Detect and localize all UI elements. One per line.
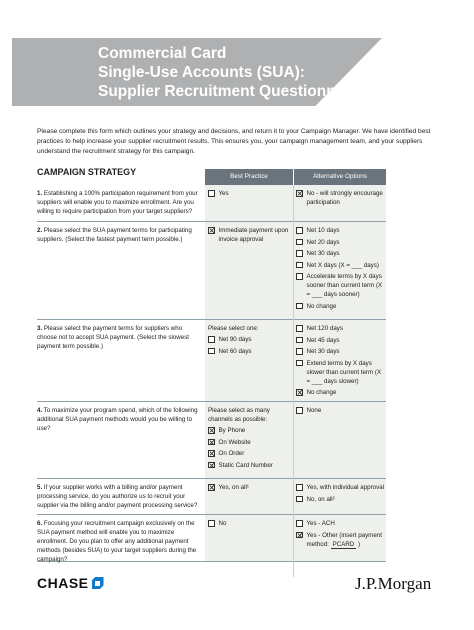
answer-option[interactable] <box>208 519 292 528</box>
option-label-text: No, on all² <box>306 495 335 503</box>
checkbox[interactable] <box>296 360 303 367</box>
best-practice-cell <box>208 406 292 472</box>
column-divider <box>293 185 294 577</box>
answer-option[interactable] <box>208 449 292 458</box>
option-label <box>307 189 385 207</box>
checked-checkbox[interactable] <box>208 462 215 469</box>
question-text <box>37 519 199 564</box>
question-number: 2. <box>37 227 43 234</box>
question-row <box>37 222 386 320</box>
option-label <box>219 461 293 470</box>
question-number: 3. <box>37 325 43 332</box>
option-label-text: Net 45 days <box>306 336 340 344</box>
option-label <box>219 426 293 435</box>
option-label-text: On Order <box>218 450 245 457</box>
option-label <box>219 226 293 244</box>
option-label <box>307 406 385 415</box>
option-label <box>307 495 385 504</box>
best-practice-cell <box>208 324 292 358</box>
option-label <box>219 483 293 492</box>
chase-logo <box>37 575 104 591</box>
question-text <box>37 226 199 244</box>
option-label-text: Yes, with individual approval <box>306 484 385 491</box>
option-label-text: No change <box>306 302 337 310</box>
option-label-text: Net 20 days <box>306 238 340 246</box>
question-text <box>37 189 199 216</box>
checked-checkbox[interactable] <box>296 532 303 539</box>
option-label-text: No - will strongly encourage participation <box>306 190 383 206</box>
title-line-1: Commercial Card <box>98 45 227 62</box>
question-row <box>37 479 386 515</box>
question-body: Establishing a 100% participation requirement from your suppliers will enable you to maximize enrollment. Are you willing to require participation from your target suppliers? <box>37 190 198 215</box>
answer-prompt: Please select one: <box>208 325 259 332</box>
question-number: 1. <box>37 190 43 197</box>
checked-checkbox[interactable] <box>296 389 303 396</box>
alternative-options-cell <box>296 324 384 400</box>
checkbox[interactable] <box>296 520 303 527</box>
checkbox[interactable] <box>296 407 303 414</box>
option-label-text: Net 120 days <box>306 325 343 332</box>
answer-option[interactable] <box>208 335 292 344</box>
question-text <box>37 483 199 510</box>
alternative-options-cell <box>296 483 384 506</box>
option-label-text: Immediate payment upon invoice approval <box>218 227 289 243</box>
answer-option[interactable] <box>296 336 384 345</box>
answer-option[interactable] <box>296 531 384 549</box>
question-text <box>37 406 199 433</box>
answer-option[interactable] <box>296 519 384 528</box>
option-label <box>307 226 385 235</box>
answer-option[interactable] <box>208 347 292 356</box>
checkbox[interactable] <box>296 348 303 355</box>
option-label-text: By Phone <box>218 427 246 434</box>
checkbox[interactable] <box>296 303 303 310</box>
option-label <box>307 483 385 492</box>
page-title <box>98 44 363 101</box>
checkbox[interactable] <box>208 348 215 355</box>
title-line-2: Single-Use Accounts (SUA): <box>98 64 305 81</box>
option-label-text: Net 10 days <box>306 227 340 234</box>
chase-logo-text: CHASE <box>37 575 89 591</box>
question-row <box>37 515 386 562</box>
question-number: 5. <box>37 484 43 491</box>
option-label-text: Yes <box>218 190 229 197</box>
answer-option[interactable] <box>296 347 384 356</box>
option-label <box>307 324 385 333</box>
chase-octagon-icon <box>92 577 104 589</box>
option-suffix: ) <box>358 540 361 548</box>
answer-option[interactable] <box>296 359 384 386</box>
option-label-text: Extend terms by X days slower than current term (X = ___ days slower) <box>306 359 382 385</box>
checkbox[interactable] <box>296 273 303 280</box>
best-practice-header: Best Practice <box>205 169 293 185</box>
option-label-text: Accelerate terms by X days sooner than current term (X = ___ days sooner) <box>306 273 383 298</box>
checkbox[interactable] <box>296 239 303 246</box>
option-label-text: Net 90 days <box>218 336 252 343</box>
answer-option[interactable] <box>208 438 292 447</box>
answer-prompt: Please select as many channels as possible: <box>208 407 270 423</box>
answer-option[interactable] <box>208 226 292 244</box>
checkbox[interactable] <box>296 227 303 234</box>
answer-option[interactable] <box>296 495 384 504</box>
answer-option[interactable] <box>296 483 384 492</box>
answer-option[interactable] <box>296 272 384 299</box>
checkbox[interactable] <box>296 496 303 503</box>
best-practice-cell <box>208 519 292 531</box>
option-label <box>219 438 293 447</box>
answer-option[interactable] <box>296 189 384 207</box>
answer-option[interactable] <box>296 406 384 415</box>
option-label-text: No change <box>306 389 337 396</box>
option-label <box>219 335 293 344</box>
checkbox[interactable] <box>296 325 303 332</box>
option-label-text: Static Card Number <box>218 461 273 469</box>
checked-checkbox[interactable] <box>208 227 215 234</box>
title-line-3: Supplier Recruitment Questionnaire <box>98 83 364 100</box>
option-label-text: None <box>306 407 322 414</box>
option-label <box>307 388 385 397</box>
section-title: CAMPAIGN STRATEGY <box>37 167 137 177</box>
best-practice-cell <box>208 483 292 495</box>
checked-checkbox[interactable] <box>208 427 215 434</box>
answer-option[interactable] <box>296 249 384 258</box>
answer-option[interactable] <box>208 189 292 198</box>
question-text <box>37 324 199 351</box>
question-number: 4. <box>37 407 43 414</box>
checked-checkbox[interactable] <box>208 439 215 446</box>
option-label-text: Net 30 days <box>306 250 340 257</box>
question-body: Please select the SUA payment terms for participating suppliers. (Select the fastest payment term possible.) <box>37 227 192 243</box>
checked-checkbox[interactable] <box>208 484 215 491</box>
answer-option[interactable] <box>296 226 384 235</box>
option-label <box>307 261 385 270</box>
checked-checkbox[interactable] <box>296 190 303 197</box>
checkbox[interactable] <box>296 337 303 344</box>
option-label-text: Net 60 days <box>218 347 252 355</box>
answer-option[interactable] <box>208 461 292 470</box>
question-body: If your supplier works with a billing and/or payment processing service, do you authorize us to recruit your supplier via the billing and/or payment processing service? <box>37 484 198 509</box>
checkbox[interactable] <box>208 190 215 197</box>
alternative-options-header: Alternative Options <box>293 169 386 185</box>
best-practice-cell <box>208 189 292 201</box>
checkbox[interactable] <box>208 520 215 527</box>
question-body: Please select the payment terms for suppliers who choose not to accept SUA payment. (Select the slowest payment term possible.) <box>37 325 190 350</box>
option-label <box>219 519 293 528</box>
jpmorgan-logo: J.P.Morgan <box>355 574 432 593</box>
checkbox[interactable] <box>296 262 303 269</box>
answer-option[interactable] <box>208 426 292 435</box>
answer-option[interactable] <box>296 238 384 247</box>
option-label <box>307 347 385 356</box>
answer-option[interactable] <box>208 483 292 492</box>
question-body: To maximize your program spend, which of the following additional SUA payment methods would you be willing to use? <box>37 407 198 432</box>
intro-paragraph: Please complete this form which outlines your strategy and decisions, and return it to your Campaign Manager. We have identified best practices to help increase your supplier recruitment results. This ensures you, your campaign management team, and your suppliers understand the recruitment strategy for this campaign. <box>37 128 431 155</box>
question-number: 6. <box>37 520 43 527</box>
answer-option[interactable] <box>296 324 384 333</box>
answer-option[interactable] <box>296 388 384 397</box>
checkbox[interactable] <box>296 250 303 257</box>
option-label <box>307 249 385 258</box>
option-label <box>219 347 293 356</box>
option-label-text: Net 30 days <box>306 348 340 355</box>
option-label-text: Yes - Other (insert payment method: <box>306 531 382 548</box>
question-row <box>37 185 386 222</box>
option-label <box>307 272 385 299</box>
option-label <box>307 359 385 386</box>
alternative-options-cell <box>296 406 384 418</box>
answer-option[interactable] <box>296 261 384 270</box>
option-label-text: Yes, on all¹ <box>218 484 249 491</box>
option-label <box>307 336 385 345</box>
alternative-options-cell <box>296 519 384 551</box>
option-label-text: No <box>218 520 227 527</box>
option-label <box>219 189 293 198</box>
question-body: Focusing your recruitment campaign exclusively on the SUA payment method will enable you to maximize enrollment. Do you plan to offer any additional payment methods (besides SUA) to your target suppliers during the campaign? <box>37 520 197 563</box>
option-label-text: On Website <box>218 438 251 446</box>
question-row <box>37 402 386 479</box>
checked-checkbox[interactable] <box>208 450 215 457</box>
option-label-text: Net X days (X = ___ days) <box>306 261 379 269</box>
alternative-options-cell <box>296 189 384 210</box>
option-label <box>307 302 385 311</box>
option-label-text: Yes - ACH <box>306 520 335 527</box>
payment-method-field[interactable]: PCARD <box>332 540 355 548</box>
checkbox[interactable] <box>208 336 215 343</box>
option-label <box>307 238 385 247</box>
answer-option[interactable] <box>296 302 384 311</box>
option-label <box>307 519 385 528</box>
option-label <box>219 449 293 458</box>
alternative-options-cell <box>296 226 384 313</box>
option-label <box>307 531 385 549</box>
best-practice-cell <box>208 226 292 247</box>
question-row <box>37 320 386 402</box>
checkbox[interactable] <box>296 484 303 491</box>
